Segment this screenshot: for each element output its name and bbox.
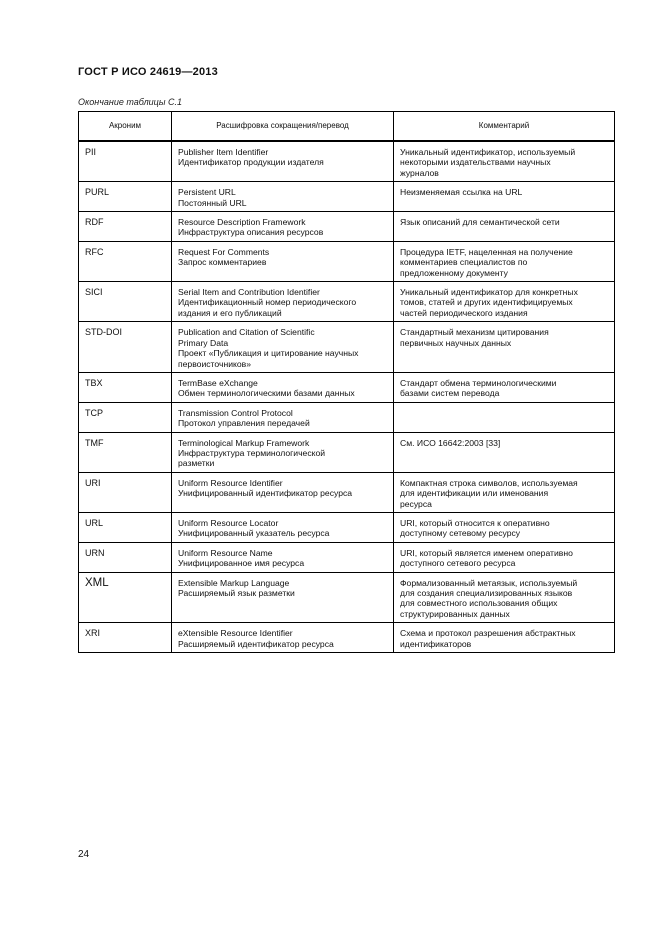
expansion-line: Запрос комментариев (178, 257, 267, 268)
table-row (79, 241, 615, 281)
expansion-line: Унифицированный идентификатор ресурса (178, 488, 353, 499)
expansion-line: Унифицированный указатель ресурса (178, 528, 330, 539)
expansion-cell (172, 141, 394, 182)
acronym-cell: PII (79, 141, 172, 182)
acronym-cell: XML (79, 572, 172, 623)
comment-cell (394, 472, 615, 512)
expansion-cell (172, 212, 394, 242)
expansion-line: издания и его публикаций (178, 307, 282, 318)
acronym-cell: STD-DOI (79, 322, 172, 373)
expansion-line: разметки (178, 458, 215, 469)
expansion-cell (172, 432, 394, 472)
comment-cell (394, 212, 615, 242)
comment-line: некоторыми издательствами научных (400, 157, 551, 168)
comment-cell (394, 182, 615, 212)
comment-cell (394, 512, 615, 542)
comment-line: для совместного использования общих (400, 598, 558, 609)
expansion-cell (172, 241, 394, 281)
table-caption: Окончание таблицы С.1 (78, 97, 182, 107)
comment-line: для создания специализированных языков (400, 588, 573, 598)
expansion-line: Serial Item and Contribution Identifier (178, 287, 320, 298)
expansion-cell (172, 282, 394, 322)
table-row (79, 402, 615, 432)
comment-line: Процедура IETF, нацеленная на получение (400, 246, 573, 257)
expansion-line: первоисточников» (178, 358, 251, 369)
comment-line: журналов (400, 167, 439, 178)
column-header-expansion: Расшифровка сокращения/перевод (172, 112, 394, 142)
comment-line: Схема и протокол разрешения абстрактных (400, 628, 576, 639)
expansion-line: Uniform Resource Identifier (178, 477, 283, 488)
column-header-comment: Комментарий (394, 112, 615, 142)
acronym-cell: URL (79, 512, 172, 542)
expansion-line: Extensible Markup Language (178, 577, 290, 588)
acronym-cell: URI (79, 472, 172, 512)
comment-cell (394, 542, 615, 572)
expansion-line: Publisher Item Identifier (178, 147, 269, 157)
comment-line: Язык описаний для семантической сети (400, 217, 560, 228)
expansion-line: Primary Data (178, 337, 229, 348)
comment-cell (394, 402, 615, 432)
acronym-cell: TCP (79, 402, 172, 432)
comment-cell (394, 572, 615, 623)
comment-line: комментариев специалистов по (400, 257, 528, 268)
document-header: ГОСТ Р ИСО 24619—2013 (78, 66, 218, 78)
expansion-line: Идентификатор продукции издателя (178, 157, 324, 168)
comment-cell (394, 322, 615, 373)
expansion-cell (172, 322, 394, 373)
comment-cell (394, 282, 615, 322)
expansion-cell (172, 623, 394, 653)
acronym-cell: PURL (79, 182, 172, 212)
expansion-line: Проект «Публикация и цитирование научных (178, 348, 359, 359)
expansion-cell (172, 402, 394, 432)
acronym-cell: TBX (79, 372, 172, 402)
table-row (79, 572, 615, 623)
comment-cell (394, 141, 615, 182)
table-row (79, 512, 615, 542)
expansion-line: Resource Description Framework (178, 217, 306, 228)
acronym-cell: SICI (79, 282, 172, 322)
expansion-line: Унифицированное имя ресурса (178, 558, 305, 569)
table-row (79, 182, 615, 212)
expansion-line: Persistent URL (178, 187, 236, 198)
comment-line: ресурса (400, 498, 432, 509)
comment-line: доступному сетевому ресурсу (400, 528, 521, 539)
comment-line: URI, который относится к оперативно (400, 517, 550, 528)
comment-line: Неизменяемая ссылка на URL (400, 187, 523, 198)
expansion-line: Request For Comments (178, 246, 270, 257)
comment-line: Компактная строка символов, используемая (400, 477, 578, 488)
comment-line: Стандартный механизм цитирования (400, 327, 549, 338)
comment-line: идентификаторов (400, 638, 472, 649)
expansion-cell (172, 472, 394, 512)
expansion-line: Publication and Citation of Scientific (178, 327, 315, 338)
comment-line: базами систем перевода (400, 388, 500, 399)
expansion-line: Обмен терминологическими базами данных (178, 388, 355, 399)
acronym-cell: RFC (79, 241, 172, 281)
comment-line: предложенному документу (400, 267, 508, 278)
expansion-line: Инфраструктура описания ресурсов (178, 227, 324, 238)
comment-line: Уникальный идентификатор, используемый (400, 147, 576, 157)
expansion-line: TermBase eXchange (178, 377, 258, 388)
table-header-row (79, 112, 615, 142)
expansion-line: Постоянный URL (178, 197, 247, 208)
expansion-line: Идентификационный номер периодического (178, 297, 357, 308)
comment-line: структурированных данных (400, 608, 510, 619)
table-row (79, 372, 615, 402)
table-row (79, 432, 615, 472)
comment-cell (394, 432, 615, 472)
comment-cell (394, 623, 615, 653)
comment-line: первичных научных данных (400, 337, 512, 348)
comment-line: томов, статей и других идентифицируемых (400, 297, 573, 308)
expansion-line: Terminological Markup Framework (178, 437, 310, 448)
acronym-cell: URN (79, 542, 172, 572)
table-row (79, 282, 615, 322)
comment-line: доступного сетевого ресурса (400, 558, 516, 569)
expansion-line: Протокол управления передачей (178, 418, 310, 429)
acronym-cell: RDF (79, 212, 172, 242)
expansion-cell (172, 542, 394, 572)
expansion-line: eXtensible Resource Identifier (178, 628, 293, 639)
comment-line: См. ИСО 16642:2003 [33] (400, 437, 501, 448)
expansion-line: Инфраструктура терминологической (178, 447, 326, 458)
expansion-line: Uniform Resource Name (178, 547, 273, 558)
expansion-line: Transmission Control Protocol (178, 407, 293, 418)
expansion-cell (172, 182, 394, 212)
comment-cell (394, 372, 615, 402)
table-row (79, 472, 615, 512)
comment-line: URI, который является именем оперативно (400, 547, 573, 558)
expansion-line: Расширяемый идентификатор ресурса (178, 638, 334, 649)
acronym-table (78, 111, 615, 653)
table-row (79, 542, 615, 572)
expansion-cell (172, 572, 394, 623)
table-row (79, 623, 615, 653)
table-row (79, 212, 615, 242)
table-row (79, 322, 615, 373)
acronym-cell: TMF (79, 432, 172, 472)
column-header-acronym: Акроним (79, 112, 172, 142)
table-body (79, 141, 615, 653)
expansion-cell (172, 512, 394, 542)
expansion-cell (172, 372, 394, 402)
expansion-line: Расширяемый язык разметки (178, 588, 295, 598)
page-number: 24 (78, 849, 90, 860)
expansion-line: Uniform Resource Locator (178, 517, 279, 528)
comment-line: Стандарт обмена терминологическими (400, 377, 557, 388)
comment-cell (394, 241, 615, 281)
comment-line: частей периодического издания (400, 307, 528, 318)
table-row (79, 141, 615, 182)
comment-line: для идентификации или именования (400, 488, 549, 499)
comment-line: Уникальный идентификатор для конкретных (400, 287, 578, 298)
acronym-cell: XRI (79, 623, 172, 653)
comment-line: Формализованный метаязык, используемый (400, 577, 578, 588)
